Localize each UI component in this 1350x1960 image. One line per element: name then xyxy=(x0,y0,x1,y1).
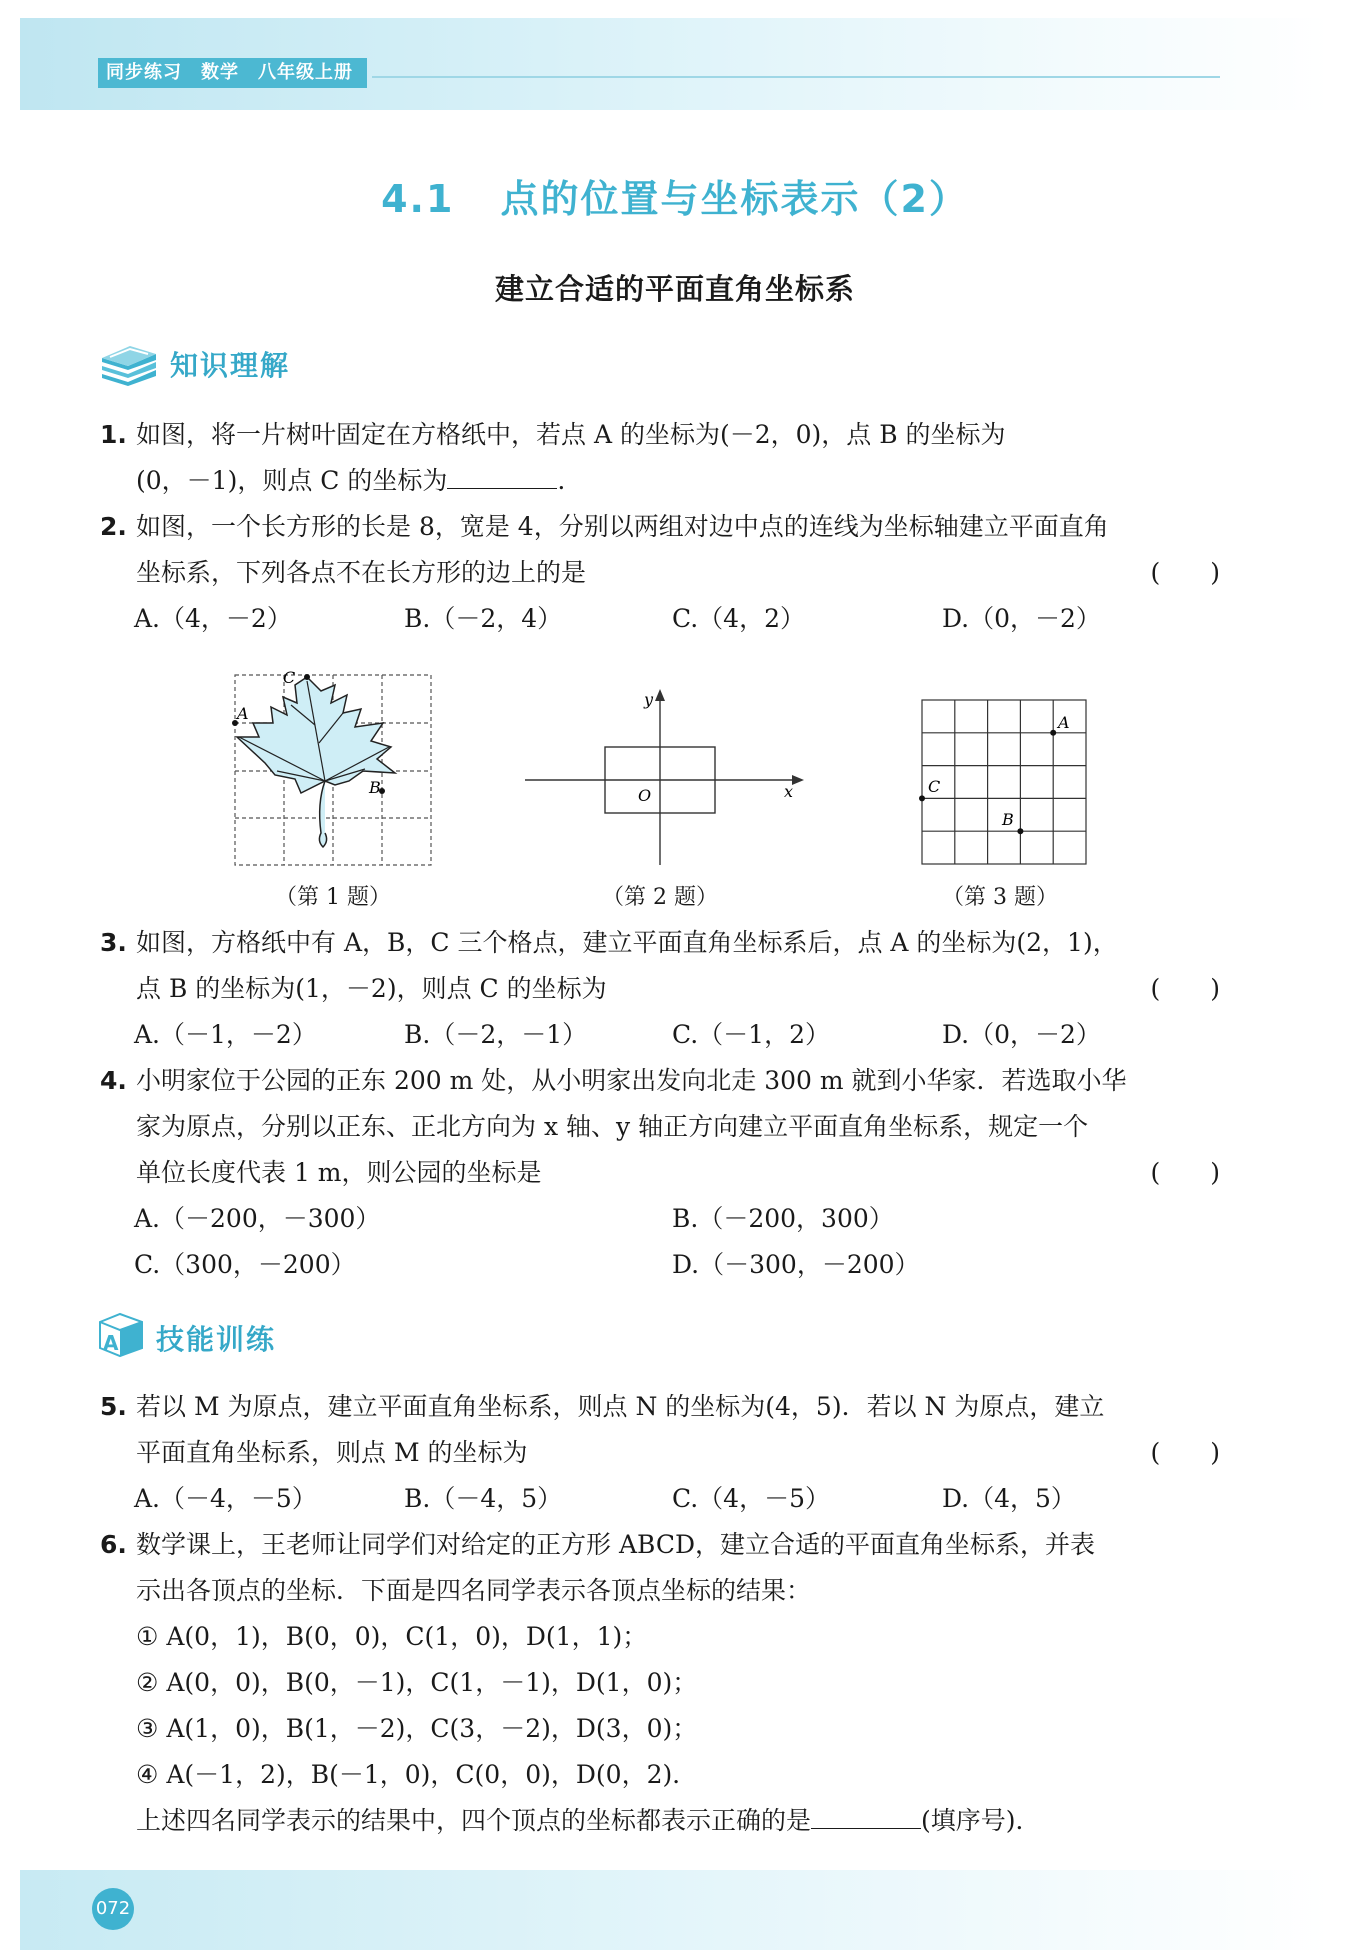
option-d[interactable]: D.（－300，－200） xyxy=(672,1250,920,1279)
option-a[interactable]: A.（4，－2） xyxy=(134,604,292,633)
question-text-line: 数学课上，王老师让同学们对给定的正方形 ABCD，建立合适的平面直角坐标系，并表 xyxy=(136,1530,1096,1559)
option-b[interactable]: B.（－200，300） xyxy=(672,1204,894,1233)
question-4-options xyxy=(134,1196,1214,1288)
page-title xyxy=(0,168,1350,223)
figure-1-leaf-grid xyxy=(225,663,440,873)
question-4 xyxy=(100,1058,1220,1196)
option-b[interactable]: B.（－2，－1） xyxy=(404,1020,588,1049)
figure-1-caption: （第 1 题） xyxy=(275,885,391,910)
option-d[interactable]: D.（4，5） xyxy=(942,1484,1076,1513)
label-c: C xyxy=(928,777,941,796)
point-c xyxy=(304,674,310,680)
page-subtitle: 建立合适的平面直角坐标系 xyxy=(494,272,855,306)
question-number: 6. xyxy=(100,1530,127,1559)
question-number: 4. xyxy=(100,1066,127,1095)
answer-blank[interactable] xyxy=(447,464,557,489)
section-label-skills: 技能训练 xyxy=(156,1323,277,1356)
figure-3-caption: （第 3 题） xyxy=(942,885,1058,910)
label-c: C xyxy=(283,668,296,687)
answer-parentheses[interactable]: ( ) xyxy=(1150,974,1220,1003)
question-text-line: 示出各顶点的坐标．下面是四名同学表示各顶点坐标的结果： xyxy=(136,1576,812,1605)
option-c[interactable]: C.（4，－5） xyxy=(672,1484,830,1513)
student-answer-2: ② A(0，0)，B(0，－1)，C(1，－1)，D(1，0)； xyxy=(136,1668,698,1697)
header-divider xyxy=(372,76,1220,78)
question-text-line: 单位长度代表 1 m，则公园的坐标是 xyxy=(136,1158,542,1187)
label-a: A xyxy=(237,704,249,723)
answer-blank[interactable] xyxy=(811,1804,921,1829)
question-text-line: 点 B 的坐标为(1，－2)，则点 C 的坐标为 xyxy=(136,974,607,1003)
header-tag: 同步练习 数学 八年级上册 xyxy=(98,58,367,88)
question-1 xyxy=(100,412,1220,504)
cube-letter: A xyxy=(103,1331,119,1355)
label-x-axis: x xyxy=(784,782,794,801)
question-5-options xyxy=(134,1476,1214,1522)
answer-parentheses[interactable]: ( ) xyxy=(1150,558,1220,587)
question-text-line: 坐标系，下列各点不在长方形的边上的是 xyxy=(136,558,587,587)
option-d[interactable]: D.（0，－2） xyxy=(942,604,1101,633)
point-c xyxy=(919,795,925,801)
question-text-line: 平面直角坐标系，则点 M 的坐标为 xyxy=(136,1438,528,1467)
label-b: B xyxy=(1002,810,1014,829)
question-text-line: 上述四名同学表示的结果中，四个顶点的坐标都表示正确的是 (填序号)． xyxy=(136,1806,1041,1835)
cube-icon xyxy=(96,1310,146,1358)
option-b[interactable]: B.（－2，4） xyxy=(404,604,563,633)
question-number: 1. xyxy=(100,420,127,449)
label-y-axis: y xyxy=(644,690,654,709)
label-origin: O xyxy=(638,786,652,805)
section-label-understanding: 知识理解 xyxy=(170,349,291,382)
question-5 xyxy=(100,1384,1220,1476)
figure-2-caption: （第 2 题） xyxy=(602,885,718,910)
books-icon xyxy=(98,340,160,386)
answer-parentheses[interactable]: ( ) xyxy=(1150,1158,1220,1187)
option-a[interactable]: A.（－1，－2） xyxy=(134,1020,317,1049)
question-text-line: 如图，一个长方形的长是 8，宽是 4，分别以两组对边中点的连线为坐标轴建立平面直角 xyxy=(136,512,1109,541)
section-skills xyxy=(96,1310,277,1362)
page-number: 072 xyxy=(92,1888,134,1930)
option-d[interactable]: D.（0，－2） xyxy=(942,1020,1101,1049)
question-number: 3. xyxy=(100,928,127,957)
question-3-options xyxy=(134,1012,1214,1058)
option-c[interactable]: C.（4，2） xyxy=(672,604,805,633)
question-6 xyxy=(100,1522,1220,1844)
question-2-options xyxy=(134,596,1214,642)
question-number: 2. xyxy=(100,512,127,541)
answer-parentheses[interactable]: ( ) xyxy=(1150,1438,1220,1467)
student-answer-1: ① A(0，1)，B(0，0)，C(1，0)，D(1，1)； xyxy=(136,1622,648,1651)
question-text-line: 小明家位于公园的正东 200 m 处，从小明家出发向北走 300 m 就到小华家．若选取小华 xyxy=(136,1066,1127,1095)
student-answer-4: ④ A(－1，2)，B(－1，0)，C(0，0)，D(0，2)． xyxy=(136,1760,698,1789)
option-a[interactable]: A.（－200，－300） xyxy=(134,1204,381,1233)
question-number: 5. xyxy=(100,1392,127,1421)
footer-band xyxy=(20,1870,1330,1950)
title-number: 4.1 xyxy=(381,177,455,221)
section-understanding xyxy=(98,340,291,390)
option-b[interactable]: B.（－4，5） xyxy=(404,1484,563,1513)
label-a: A xyxy=(1058,713,1070,732)
question-text-line: (0，－1)，则点 C 的坐标为 . xyxy=(136,466,566,495)
figure-3-grid xyxy=(912,692,1092,872)
question-text-line: 如图，将一片树叶固定在方格纸中，若点 A 的坐标为(－2，0)，点 B 的坐标为 xyxy=(136,420,1006,449)
option-c[interactable]: C.（300，－200） xyxy=(134,1250,356,1279)
point-b xyxy=(1017,828,1023,834)
question-3 xyxy=(100,920,1220,1012)
question-text-line: 如图，方格纸中有 A，B，C 三个格点，建立平面直角坐标系后，点 A 的坐标为(2，1)， xyxy=(136,928,1118,957)
leaf-shape xyxy=(237,677,395,793)
point-a xyxy=(1050,730,1056,736)
option-a[interactable]: A.（－4，－5） xyxy=(134,1484,317,1513)
option-c[interactable]: C.（－1，2） xyxy=(672,1020,830,1049)
question-text-line: 若以 M 为原点，建立平面直角坐标系，则点 N 的坐标为(4，5)．若以 N 为原点，建立 xyxy=(136,1392,1105,1421)
label-b: B xyxy=(369,778,381,797)
figure-2-rectangle-axes xyxy=(520,685,810,870)
question-text-line: 家为原点，分别以正东、正北方向为 x 轴、y 轴正方向建立平面直角坐标系，规定一个 xyxy=(136,1112,1089,1141)
title-text: 点的位置与坐标表示（2） xyxy=(500,177,969,221)
student-answer-3: ③ A(1，0)，B(1，－2)，C(3，－2)，D(3，0)； xyxy=(136,1714,698,1743)
question-2 xyxy=(100,504,1220,596)
